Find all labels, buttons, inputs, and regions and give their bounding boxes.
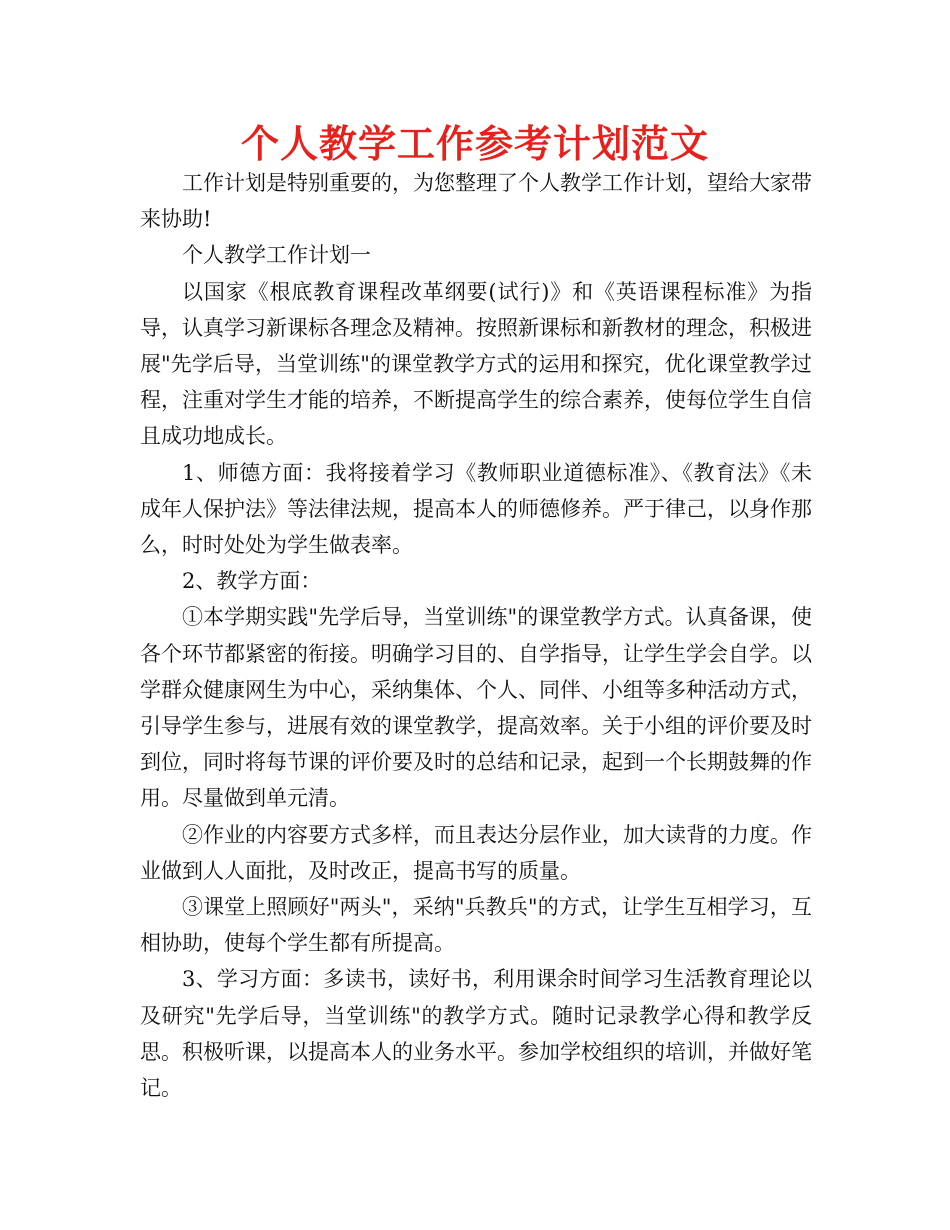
paragraph-learning: 3、学习方面：多读书，读好书，利用课余时间学习生活教育理论以及研究"先学后导，当堂训练"的教学方式。随时记录教学心得和教学反思。积极听课，以提高本人的业务水平。参加学校组织的培训，并做好笔记。 xyxy=(140,967,812,1101)
paragraph-plan-heading: 个人教学工作计划一 xyxy=(182,243,371,268)
paragraph-teaching-heading: 2、教学方面： xyxy=(182,569,322,594)
paragraph-teaching-item-3: ③课堂上照顾好"两头"，采纳"兵教兵"的方式，让学生互相学习，互相协助，使每个学生都有所提高。 xyxy=(140,895,812,956)
document-title: 个人教学工作参考计划范文 xyxy=(240,122,709,166)
paragraph-ethics: 1、师德方面：我将接着学习《教师职业道德标准》、《教育法》《未成年人保护法》等法律法规，提高本人的师德修养。严于律己，以身作那么，时时处处为学生做表率。 xyxy=(140,460,812,558)
paragraph-guiding-principle: 以国家《根底教育课程改革纲要(试行)》和《英语课程标准》为指导，认真学习新课标各理念及精神。按照新课标和新教材的理念，积极进展"先学后导，当堂训练"的课堂教学方式的运用和探究，优化课堂教学过程，注重对学生才能的培养，不断提高学生的综合素养，使每位学生自信且成功地成长。 xyxy=(140,279,812,449)
document-body xyxy=(140,165,812,1106)
paragraph-intro: 工作计划是特别重要的，为您整理了个人教学工作计划，望给大家带来协助! xyxy=(140,171,812,232)
paragraph-teaching-item-1: ①本学期实践"先学后导，当堂训练"的课堂教学方式。认真备课，使各个环节都紧密的衔接。明确学习目的、自学指导，让学生学会自学。以学群众健康网生为中心，采纳集体、个人、同伴、小组等多种活动方式，引导学生参与，进展有效的课堂教学，提高效率。关于小组的评价要及时到位，同时将每节课的评价要及时的总结和记录，起到一个长期鼓舞的作用。尽量做到单元清。 xyxy=(140,605,812,811)
paragraph-teaching-item-2: ②作业的内容要方式多样，而且表达分层作业，加大读背的力度。作业做到人人面批，及时改正，提高书写的质量。 xyxy=(140,822,812,883)
